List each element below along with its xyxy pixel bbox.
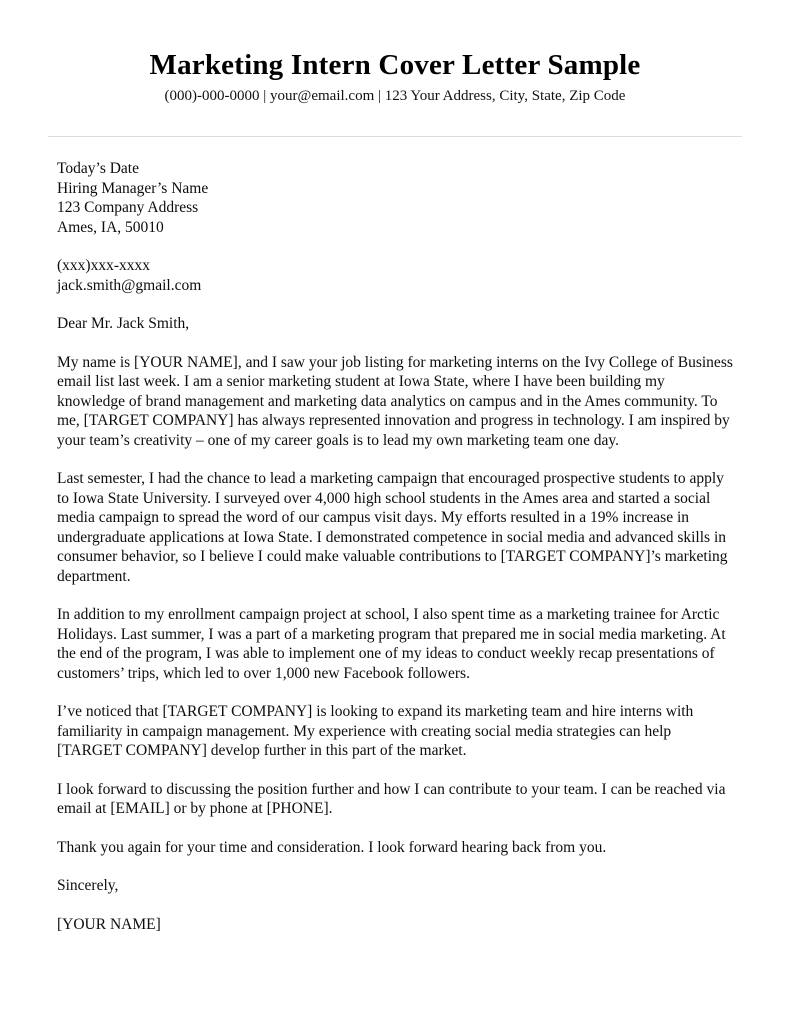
closing: Sincerely, bbox=[57, 877, 119, 894]
recipient-date-line: Today’s Date bbox=[57, 160, 139, 177]
recipient-address-line: 123 Company Address bbox=[57, 199, 199, 216]
sender-contact-block bbox=[57, 256, 733, 295]
sender-phone-line: (xxx)xxx-xxxx bbox=[57, 257, 150, 274]
sender-email-line: jack.smith@gmail.com bbox=[57, 276, 202, 294]
signature: [YOUR NAME] bbox=[57, 915, 161, 933]
recipient-city-line: Ames, IA, 50010 bbox=[57, 218, 164, 236]
paragraph-intro: My name is [YOUR NAME], and I saw your job listing for marketing interns on the Ivy College of Business email list last week. I am a senior marketing student at Iowa State, where I have been building my knowledge of brand management and marketing data analytics on campus and in the Ames community. To me, [TARGET COMPANY] has always represented innovation and progress in technology. I am inspired by your team’s creativity – one of my career goals is to lead my own marketing team one day. bbox=[57, 353, 733, 449]
header-contact-line: (000)-000-0000 | your@email.com | 123 Your Address, City, State, Zip Code bbox=[164, 88, 626, 104]
page-title: Marketing Intern Cover Letter Sample bbox=[149, 49, 641, 81]
paragraph-thanks: Thank you again for your time and consideration. I look forward hearing back from you. bbox=[57, 838, 607, 856]
header-divider bbox=[48, 136, 742, 137]
paragraph-contact-request: I look forward to discussing the position further and how I can contribute to your team. I can be reached via email at [EMAIL] or by phone at [PHONE]. bbox=[57, 780, 726, 817]
recipient-name-line: Hiring Manager’s Name bbox=[57, 179, 209, 197]
recipient-block bbox=[57, 159, 733, 237]
salutation: Dear Mr. Jack Smith, bbox=[57, 315, 190, 332]
letter-header bbox=[57, 48, 733, 105]
paragraph-trainee-experience: In addition to my enrollment campaign project at school, I also spent time as a marketing trainee for Arctic Holidays. Last summer, I was a part of a marketing program that prepared me in social media marketing. At the end of the program, I was able to implement one of my ideas to conduct weekly recap presentations of customers’ trips, which led to over 1,000 new Facebook followers. bbox=[57, 606, 726, 682]
paragraph-campaign-experience: Last semester, I had the chance to lead a marketing campaign that encouraged prospective students to apply to Iowa State University. I surveyed over 4,000 high school students in the Ames area and started a social media campaign to spread the word of our campus visit days. My efforts resulted in a 19% increase in undergraduate applications at Iowa State. I demonstrated competence in social media and advanced skills in consumer behavior, so I believe I could make valuable contributions to [TARGET COMPANY]’s marketing department. bbox=[57, 470, 728, 585]
letter-body bbox=[57, 159, 733, 934]
paragraph-company-fit: I’ve noticed that [TARGET COMPANY] is looking to expand its marketing team and hire interns with familiarity in campaign management. My experience with creating social media strategies can help [TARGET COMPANY] develop further in this part of the market. bbox=[57, 703, 694, 759]
